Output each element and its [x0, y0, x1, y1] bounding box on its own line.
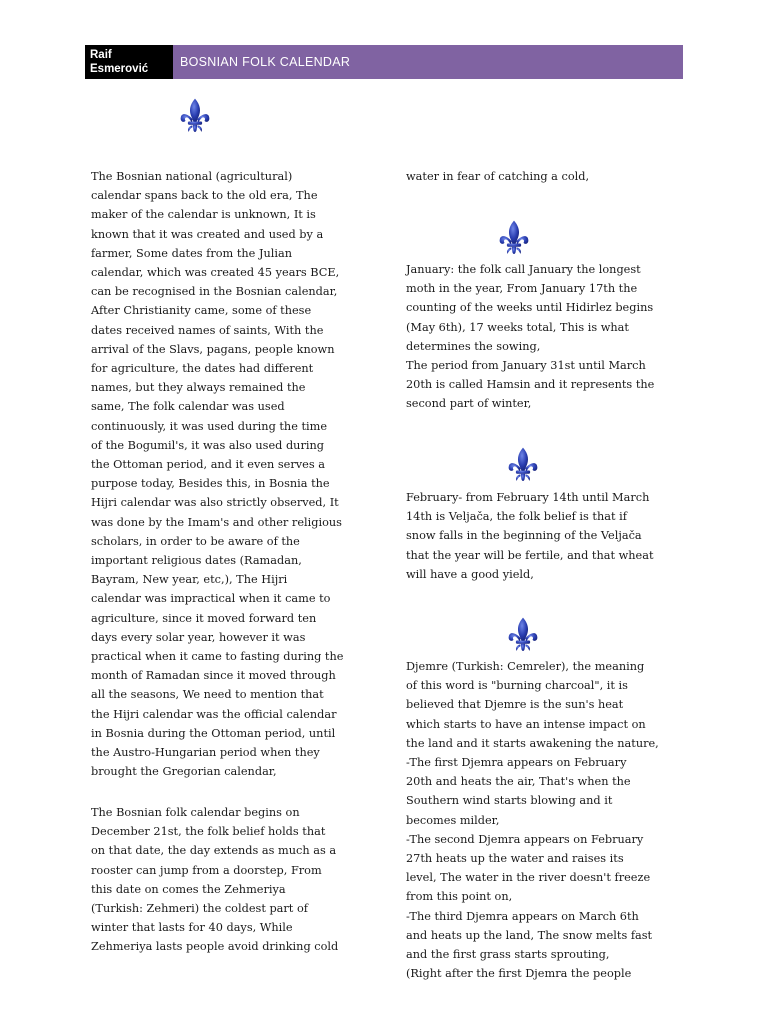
february-section: [406, 488, 678, 584]
djemre-paragraph: Djemre (Turkish: Cemreler), the meaning of this word is "burning charcoal", it is believed that Djemre is the sun's heat which starts to have an intense impact on the land and it starts awakening the nature, -The first Djemra appears on February 20th and heats the air, That's when the Southern wind starts blowing and it becomes milder, -The second Djemra appears on February 27th heats up the water and raises its level, The water in the river doesn't freeze from this point on, -The third Djemra appears on March 6th and heats up the land, The snow melts fast and the first grass starts sprouting, (Right after the first Djemra the people: [406, 660, 659, 981]
fleur-de-lis-icon: [498, 219, 530, 257]
continued-paragraph: water in fear of catching a cold,: [406, 170, 590, 183]
author-name: Raif Esmerović: [85, 45, 173, 79]
january-section: [406, 260, 678, 414]
column-left: [91, 167, 366, 782]
january-paragraph: January: the folk call January the longest moth in the year, From January 17th the counting of the weeks until Hidirlez begins (May 6th), 17 weeks total, This is what determines the sowing, The period from January 31st until March 20th is called Hamsin and it represents the second part of winter,: [406, 263, 655, 411]
fleur-de-lis-icon: [179, 97, 211, 135]
calendar-start-paragraph: The Bosnian folk calendar begins on December 21st, the folk belief holds that on that date, the day extends as much as a rooster can jump from a doorstep, From this date on comes the Zehmeriya (Turkish: Zehmeri) the coldest part of winter that lasts for 40 days, While Zehmeriya lasts people avoid drinking cold: [91, 806, 339, 954]
intro-paragraph: The Bosnian national (agricultural) calendar spans back to the old era, The maker of the calendar is unknown, It is known that it was created and used by a farmer, Some dates from the Julian calendar, which was created 45 years BCE, can be recognised in the Bosnian calendar, After Christianity came, some of these dates received names of saints, With the arrival of the Slavs, pagans, people known for agriculture, the dates had different names, but they always remained the same, The folk calendar was used continuously, it was used during the time of the Bogumil's, it was also used during the Ottoman period, and it even serves a purpose today, Besides this, in Bosnia the Hijri calendar was also strictly observed, It was done by the Imam's and other religious scholars, in order to be aware of the important religious dates (Ramadan, Bayram, New year, etc,), The Hijri calendar was impractical when it came to agriculture, since it moved forward ten days every solar year, however it was practical when it came to fasting during the month of Ramadan since it moved through all the seasons, We need to mention that the Hijri calendar was the official calendar in Bosnia during the Ottoman period, until the Austro-Hungarian period when they brought the Gregorian calendar,: [91, 170, 344, 779]
document-header: [85, 45, 683, 79]
fleur-de-lis-icon: [507, 616, 539, 654]
february-paragraph: February- from February 14th until March 14th is Veljača, the folk belief is that if snow falls in the beginning of the Veljača that the year will be fertile, and that wheat will have a good yield,: [406, 491, 654, 581]
fleur-de-lis-icon: [507, 446, 539, 484]
document-title: BOSNIAN FOLK CALENDAR: [173, 45, 683, 79]
column-left-continued: [91, 803, 366, 957]
djemre-section: [406, 657, 678, 983]
column-right-top: [406, 167, 678, 186]
